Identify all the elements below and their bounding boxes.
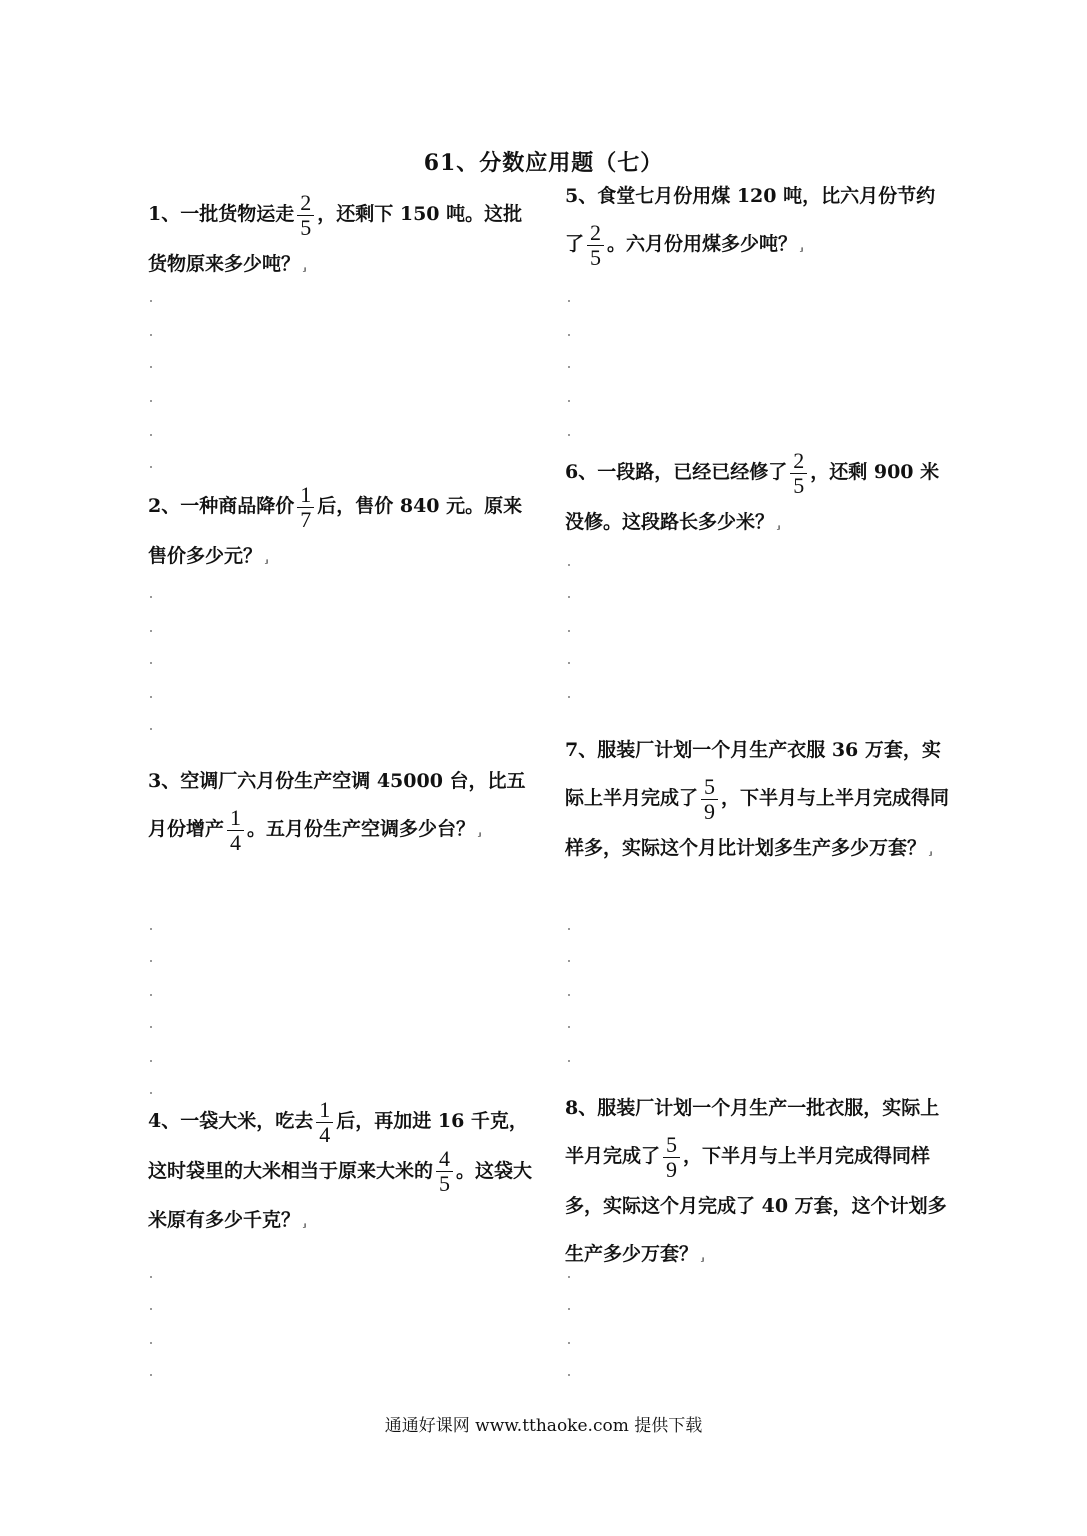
problem-text: 后，再加进 16 千克，这时袋里的大米相当于原来大米的 [148, 1110, 528, 1182]
fraction [663, 1133, 680, 1182]
empty-line-dot [150, 596, 152, 598]
problem-text: 。这袋大米原有多少千克？ [148, 1159, 533, 1231]
problem-text: ，还剩下 150 吨。这批货物原来多少吨？ [148, 203, 523, 275]
problem-text: ，下半月与上半月完成得同样多，实际这个月比计划多生产多少万套？ [565, 787, 950, 859]
empty-line-dot [568, 596, 570, 598]
empty-line-dot [150, 1342, 152, 1344]
fraction-denominator: 4 [319, 1121, 331, 1147]
empty-line-dot [568, 400, 570, 402]
paragraph-mark-icon: ⸥ [776, 516, 781, 531]
problem-8 [565, 1084, 950, 1280]
empty-line-dot [150, 696, 152, 698]
empty-line-dot [150, 1060, 152, 1062]
empty-line-dot [150, 400, 152, 402]
empty-line-dot [568, 1276, 570, 1278]
empty-line-dot [568, 1374, 570, 1376]
empty-line-dot [568, 1308, 570, 1310]
problem-text: 1、一批货物运走 [148, 203, 295, 225]
empty-line-dot [568, 994, 570, 996]
empty-line-dot [150, 630, 152, 632]
empty-line-dot [150, 928, 152, 930]
empty-line-dot [150, 300, 152, 302]
problem-text: 5、食堂七月份用煤 120 吨，比六月份节约了 [565, 185, 936, 255]
problem-text: 8、服装厂计划一个月生产一批衣服，实际上半月完成了 [565, 1097, 940, 1167]
fraction-numerator: 5 [701, 775, 718, 800]
empty-line-dot [568, 630, 570, 632]
fraction-denominator: 5 [439, 1171, 451, 1196]
fraction-numerator: 4 [436, 1147, 453, 1172]
problem-text: ，下半月与上半月完成得同样多，实际这个月完成了 40 万套，这个计划多生产多少万套？ [565, 1145, 947, 1265]
empty-line-dot [150, 1276, 152, 1278]
fraction-denominator: 5 [793, 472, 805, 498]
empty-line-dot [568, 928, 570, 930]
problem-3 [148, 757, 533, 855]
problem-text: 3、空调厂六月份生产空调 45000 台，比五月份增产 [148, 770, 526, 840]
empty-line-dot [150, 960, 152, 962]
paragraph-mark-icon: ⸥ [264, 550, 269, 565]
problem-text: ，还剩 900 米没修。这段路长多少米？ [565, 461, 940, 533]
problem-5 [565, 172, 950, 270]
empty-line-dot [568, 1342, 570, 1344]
empty-line-dot [150, 466, 152, 468]
empty-line-dot [568, 1060, 570, 1062]
paragraph-mark-icon: ⸥ [928, 842, 933, 857]
empty-line-dot [568, 960, 570, 962]
problem-text: 后，售价 840 元。原来售价多少元？ [148, 495, 523, 567]
fraction [227, 806, 244, 855]
empty-line-dot [568, 696, 570, 698]
fraction-denominator: 9 [704, 798, 716, 824]
fraction [701, 775, 718, 824]
fraction-numerator: 2 [587, 221, 604, 246]
fraction-numerator: 2 [297, 191, 314, 216]
empty-line-dot [150, 662, 152, 664]
empty-line-dot [568, 662, 570, 664]
problem-text: 。六月份用煤多少吨？ [607, 233, 798, 255]
problem-text: 4、一袋大米，吃去 [148, 1110, 314, 1132]
empty-line-dot [150, 1092, 152, 1094]
empty-line-dot [568, 1026, 570, 1028]
empty-line-dot [568, 564, 570, 566]
problem-text: 。五月份生产空调多少台？ [247, 818, 476, 840]
empty-line-dot [150, 334, 152, 336]
empty-line-dot [150, 728, 152, 730]
footer-credit: 通通好课网 www.tthaoke.com 提供下载 [384, 1416, 703, 1436]
fraction-denominator: 5 [300, 214, 312, 240]
empty-line-dot [150, 1374, 152, 1376]
empty-line-dot [568, 300, 570, 302]
fraction-numerator: 1 [316, 1098, 333, 1123]
fraction-numerator: 1 [297, 483, 314, 508]
fraction [297, 483, 314, 532]
empty-line-dot [150, 366, 152, 368]
problem-6 [565, 448, 950, 548]
problem-4 [148, 1097, 533, 1246]
fraction [436, 1147, 453, 1196]
fraction-denominator: 7 [300, 506, 312, 532]
empty-line-dot [150, 1308, 152, 1310]
fraction [587, 221, 604, 270]
fraction-numerator: 2 [790, 449, 807, 474]
problem-7 [565, 726, 950, 874]
problem-text: 6、一段路，已经已经修了 [565, 461, 788, 483]
problem-1 [148, 190, 533, 290]
fraction-denominator: 4 [230, 829, 242, 855]
paragraph-mark-icon: ⸥ [477, 824, 482, 838]
paragraph-mark-icon: ⸥ [302, 1215, 307, 1229]
fraction [297, 191, 314, 240]
problem-text: 7、服装厂计划一个月生产衣服 36 万套，实际上半月完成了 [565, 739, 941, 809]
fraction [790, 449, 807, 498]
empty-line-dot [150, 994, 152, 996]
fraction-numerator: 1 [227, 806, 244, 831]
empty-line-dot [150, 1026, 152, 1028]
problem-text: 2、一种商品降价 [148, 495, 295, 517]
paragraph-mark-icon: ⸥ [700, 1248, 705, 1263]
fraction-denominator: 9 [666, 1156, 678, 1182]
page-title: 61、分数应用题（七） [423, 150, 664, 176]
paragraph-mark-icon: ⸥ [302, 258, 307, 273]
fraction-denominator: 5 [590, 244, 602, 270]
paragraph-mark-icon: ⸥ [799, 239, 804, 253]
fraction [316, 1098, 333, 1147]
fraction-numerator: 5 [663, 1133, 680, 1158]
empty-line-dot [150, 434, 152, 436]
empty-line-dot [568, 366, 570, 368]
empty-line-dot [568, 334, 570, 336]
problem-2 [148, 482, 533, 582]
empty-line-dot [568, 434, 570, 436]
